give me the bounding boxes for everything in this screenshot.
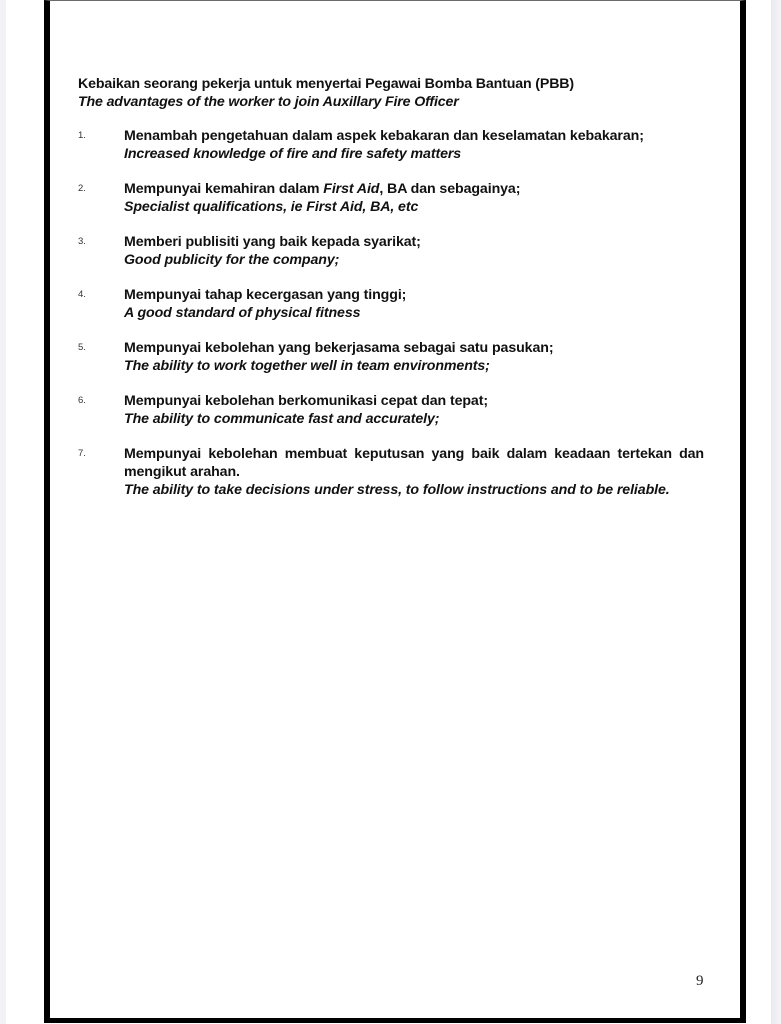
heading-english: The advantages of the worker to join Auxillary Fire Officer	[78, 94, 459, 110]
list-number: 5.	[78, 342, 86, 353]
list-number: 1.	[78, 130, 86, 141]
heading-malay: Kebaikan seorang pekerja untuk menyertai Pegawai Bomba Bantuan (PBB)	[78, 76, 574, 92]
viewer-edge	[771, 0, 781, 1024]
list-item	[78, 339, 708, 375]
item-english: Increased knowledge of fire and fire safety matters	[124, 146, 462, 162]
item-english: A good standard of physical fitness	[124, 305, 361, 321]
item-malay-part: , BA dan sebagainya;	[379, 181, 521, 197]
list-number: 3.	[78, 236, 86, 247]
list-number: 6.	[78, 395, 86, 406]
list-item	[78, 445, 708, 499]
list-item	[78, 233, 708, 269]
list-number: 4.	[78, 289, 86, 300]
item-malay: Mempunyai tahap kecergasan yang tinggi;	[124, 287, 407, 303]
page-number: 9	[696, 973, 704, 989]
item-english: Good publicity for the company;	[124, 252, 340, 268]
advantages-list	[78, 127, 708, 499]
list-item	[78, 286, 708, 322]
item-malay: Mempunyai kebolehan yang bekerjasama sebagai satu pasukan;	[124, 340, 554, 356]
item-malay-part: Mempunyai kemahiran dalam	[124, 181, 324, 197]
item-malay-italic: First Aid	[323, 181, 380, 197]
item-english: The ability to communicate fast and accurately;	[124, 411, 440, 427]
item-english: The ability to take decisions under stress, to follow instructions and to be reliable.	[124, 482, 670, 498]
document-content	[78, 75, 708, 516]
item-malay: Mempunyai kebolehan membuat keputusan yang baik dalam keadaan tertekan dan mengikut arahan.	[124, 446, 704, 480]
item-english: Specialist qualifications, ie First Aid, BA, etc	[124, 199, 419, 215]
item-malay: Memberi publisiti yang baik kepada syarikat;	[124, 234, 421, 250]
list-item	[78, 180, 708, 216]
item-malay	[124, 180, 708, 198]
item-malay: Menambah pengetahuan dalam aspek kebakaran dan keselamatan kebakaran;	[124, 128, 644, 144]
item-malay: Mempunyai kebolehan berkomunikasi cepat dan tepat;	[124, 393, 488, 409]
list-item	[78, 127, 708, 163]
list-number: 2.	[78, 183, 86, 194]
item-english: The ability to work together well in team environments;	[124, 358, 490, 374]
list-item	[78, 392, 708, 428]
list-number: 7.	[78, 448, 86, 459]
